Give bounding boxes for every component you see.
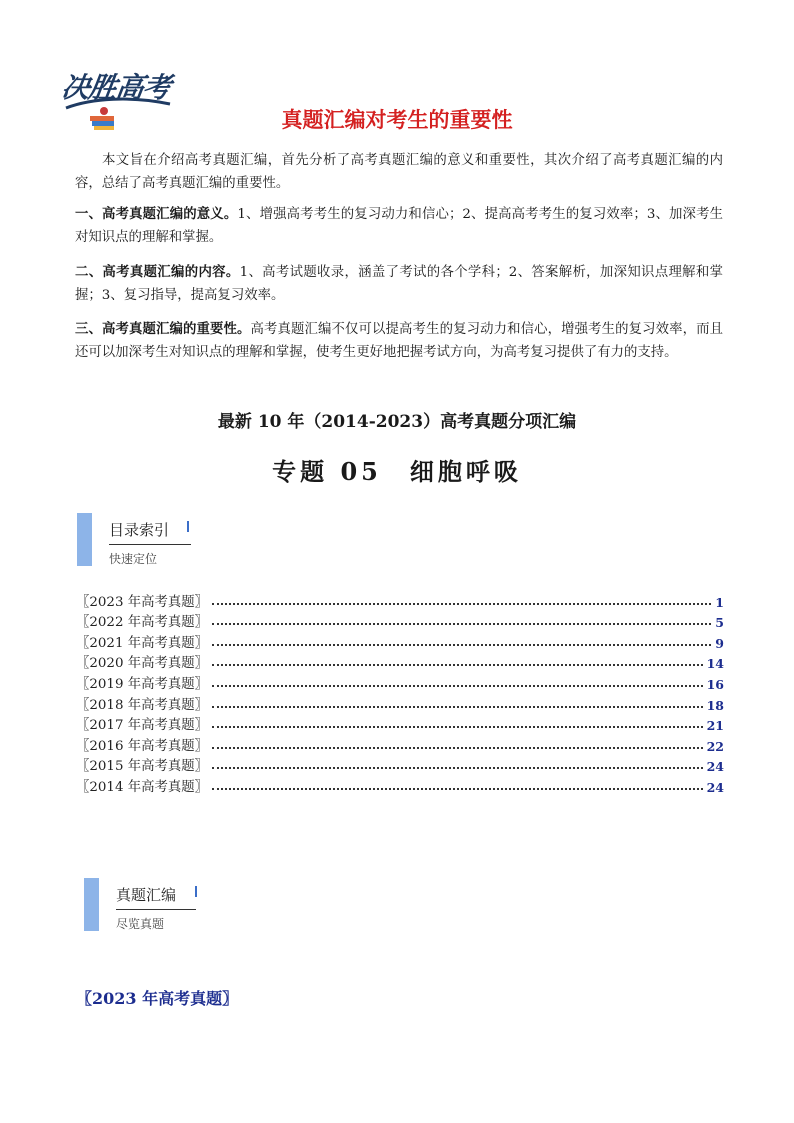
- toc-label: 〖2020 年高考真题〗: [76, 656, 209, 672]
- toc-label: 〖2019 年高考真题〗: [76, 676, 209, 692]
- section-rule: [116, 909, 196, 910]
- toc-row[interactable]: [76, 692, 724, 713]
- toc-label: 〖2017 年高考真题〗: [76, 718, 209, 734]
- toc-leader: [212, 747, 703, 749]
- section-bar: [77, 513, 92, 566]
- toc-leader: [212, 644, 711, 646]
- toc-leader: [212, 726, 703, 728]
- section-bar: [84, 878, 99, 931]
- toc-row[interactable]: [76, 774, 724, 795]
- point-2: [75, 261, 723, 307]
- point-2-text: 1、高考试题收录，涵盖了考试的各个学科；2、答案解析，加深知识点理解和掌握；3、复习指导，提高复习效率。: [75, 265, 724, 303]
- toc-row[interactable]: [76, 651, 724, 672]
- toc-row[interactable]: [76, 610, 724, 631]
- toc-leader: [212, 623, 711, 625]
- point-3-label: 三、高考真题汇编的重要性。: [75, 322, 251, 337]
- toc-label: 〖2014 年高考真题〗: [76, 779, 209, 795]
- toc-leader: [212, 788, 703, 790]
- toc-leader: [212, 603, 711, 605]
- exam-section-sub: 尽览真题: [116, 917, 165, 931]
- toc-page: 21: [706, 718, 724, 734]
- logo-text: 决胜高考: [59, 71, 173, 104]
- topic-title: 专题 05 细胞呼吸: [272, 457, 522, 486]
- toc-row[interactable]: [76, 589, 724, 610]
- section-tick-icon: [187, 521, 189, 532]
- toc-row[interactable]: [76, 754, 724, 775]
- toc-label: 〖2021 年高考真题〗: [76, 635, 209, 651]
- toc-row[interactable]: [76, 671, 724, 692]
- collection-subtitle: 最新 10 年（2014-2023）高考真题分项汇编: [217, 412, 577, 432]
- toc-row[interactable]: [76, 733, 724, 754]
- toc-section-sub: 快速定位: [109, 552, 158, 566]
- toc-page: 9: [715, 635, 724, 651]
- toc-label: 〖2018 年高考真题〗: [76, 697, 209, 713]
- table-of-contents: [76, 589, 724, 795]
- toc-row[interactable]: [76, 630, 724, 651]
- toc-leader: [212, 685, 703, 687]
- point-2-label: 二、高考真题汇编的内容。: [75, 265, 240, 280]
- toc-page: 16: [706, 676, 724, 692]
- toc-label: 〖2015 年高考真题〗: [76, 759, 209, 775]
- exam-section-title: 真题汇编: [116, 886, 177, 904]
- point-3: [75, 318, 723, 364]
- toc-leader: [212, 664, 703, 666]
- toc-row[interactable]: [76, 713, 724, 734]
- point-1-text: 1、增强高考考生的复习动力和信心；2、提高高考考生的复习效率；3、加深考生对知识点的理解和掌握。: [75, 207, 723, 245]
- point-1-label: 一、高考真题汇编的意义。: [75, 207, 238, 222]
- year-heading: 〖2023 年高考真题〗: [76, 989, 239, 1008]
- toc-page: 22: [706, 738, 724, 754]
- point-3-text: 高考真题汇编不仅可以提高考生的复习动力和信心，增强考生的复习效率，而且还可以加深考生对知识点的理解和掌握，使考生更好地把握考试方向，为高考复习提供了有力的支持。: [75, 322, 723, 360]
- toc-page: 24: [706, 779, 724, 795]
- toc-label: 〖2022 年高考真题〗: [76, 615, 209, 631]
- section-tick-icon: [195, 886, 197, 897]
- section-rule: [109, 544, 191, 545]
- toc-page: 5: [715, 615, 724, 631]
- toc-page: 18: [706, 697, 724, 713]
- toc-page: 1: [715, 594, 724, 610]
- toc-section-title: 目录索引: [109, 521, 170, 539]
- intro-paragraph: 本文旨在介绍高考真题汇编，首先分析了高考真题汇编的意义和重要性，其次介绍了高考真题汇编的内容，总结了高考真题汇编的重要性。: [75, 153, 723, 191]
- toc-label: 〖2023 年高考真题〗: [76, 594, 209, 610]
- page-title: 真题汇编对考生的重要性: [281, 108, 513, 132]
- toc-label: 〖2016 年高考真题〗: [76, 738, 209, 754]
- toc-leader: [212, 706, 703, 708]
- toc-page: 24: [706, 759, 724, 775]
- point-1: [75, 203, 723, 249]
- toc-leader: [212, 767, 703, 769]
- toc-page: 14: [706, 656, 724, 672]
